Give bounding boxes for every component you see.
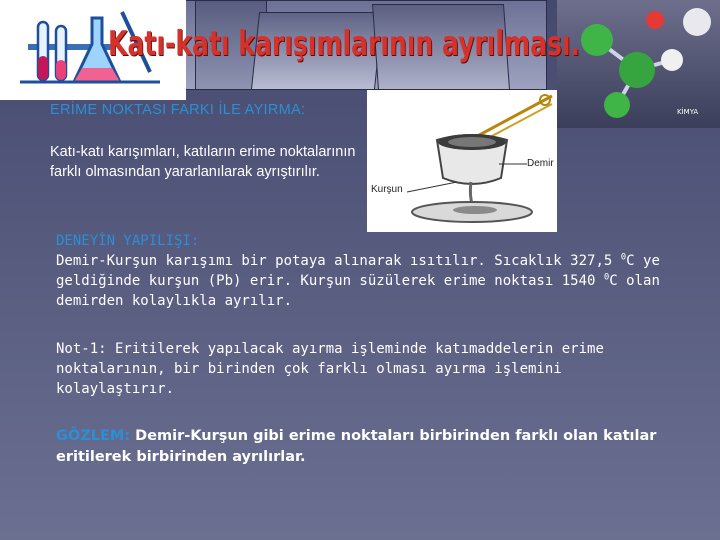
procedure-text-part: C olan demirden kolaylıkla ayrılır. <box>56 273 660 309</box>
atom-icon <box>646 11 664 29</box>
label-lead: Kurşun <box>371 184 403 195</box>
atom-icon <box>581 24 613 56</box>
observation-text: Demir-Kurşun gibi erime noktaları birbirinden farklı olan katılar eritilerek birbirinden ayrılırlar. <box>56 428 657 465</box>
note-paragraph: Not-1: Eritilerek yapılacak ayırma işleminde katımaddelerin erime noktalarının, bir birinden çok farklı olması ayırma işlemini kolaylaştırır. <box>56 341 604 397</box>
atom-icon <box>619 52 655 88</box>
slide-title: Katı-katı karışımlarının ayrılması. <box>108 24 581 64</box>
procedure-superscript: 0 <box>620 252 627 263</box>
observation-paragraph <box>56 426 696 468</box>
kimya-logo <box>557 0 720 128</box>
procedure-text-part: C ye geldiğinde kurşun (Pb) erir. Kurşun süzülerek erime noktası 1540 <box>56 253 660 289</box>
kimya-logo-text: KİMYA <box>677 108 699 116</box>
procedure-paragraph <box>56 231 696 311</box>
procedure-text-part: Demir-Kurşun karışımı bir potaya alınarak ısıtılır. Sıcaklık 327,5 <box>56 253 621 269</box>
procedure-heading: DENEYİN YAPILIŞI: <box>56 233 200 249</box>
atom-icon <box>604 92 630 118</box>
atom-icon <box>661 49 683 71</box>
label-iron: Demir <box>527 158 554 169</box>
section-text: Katı-katı karışımları, katıların erime noktalarının farklı olmasından yararlanılarak ayrıştırılır. <box>50 144 356 180</box>
observation-heading: GÖZLEM: <box>56 428 131 444</box>
person-icon <box>683 8 711 36</box>
melting-crucible-figure <box>367 90 557 232</box>
procedure-superscript: 0 <box>603 272 610 283</box>
section-heading: ERİME NOKTASI FARKI İLE AYIRMA: <box>50 102 306 118</box>
